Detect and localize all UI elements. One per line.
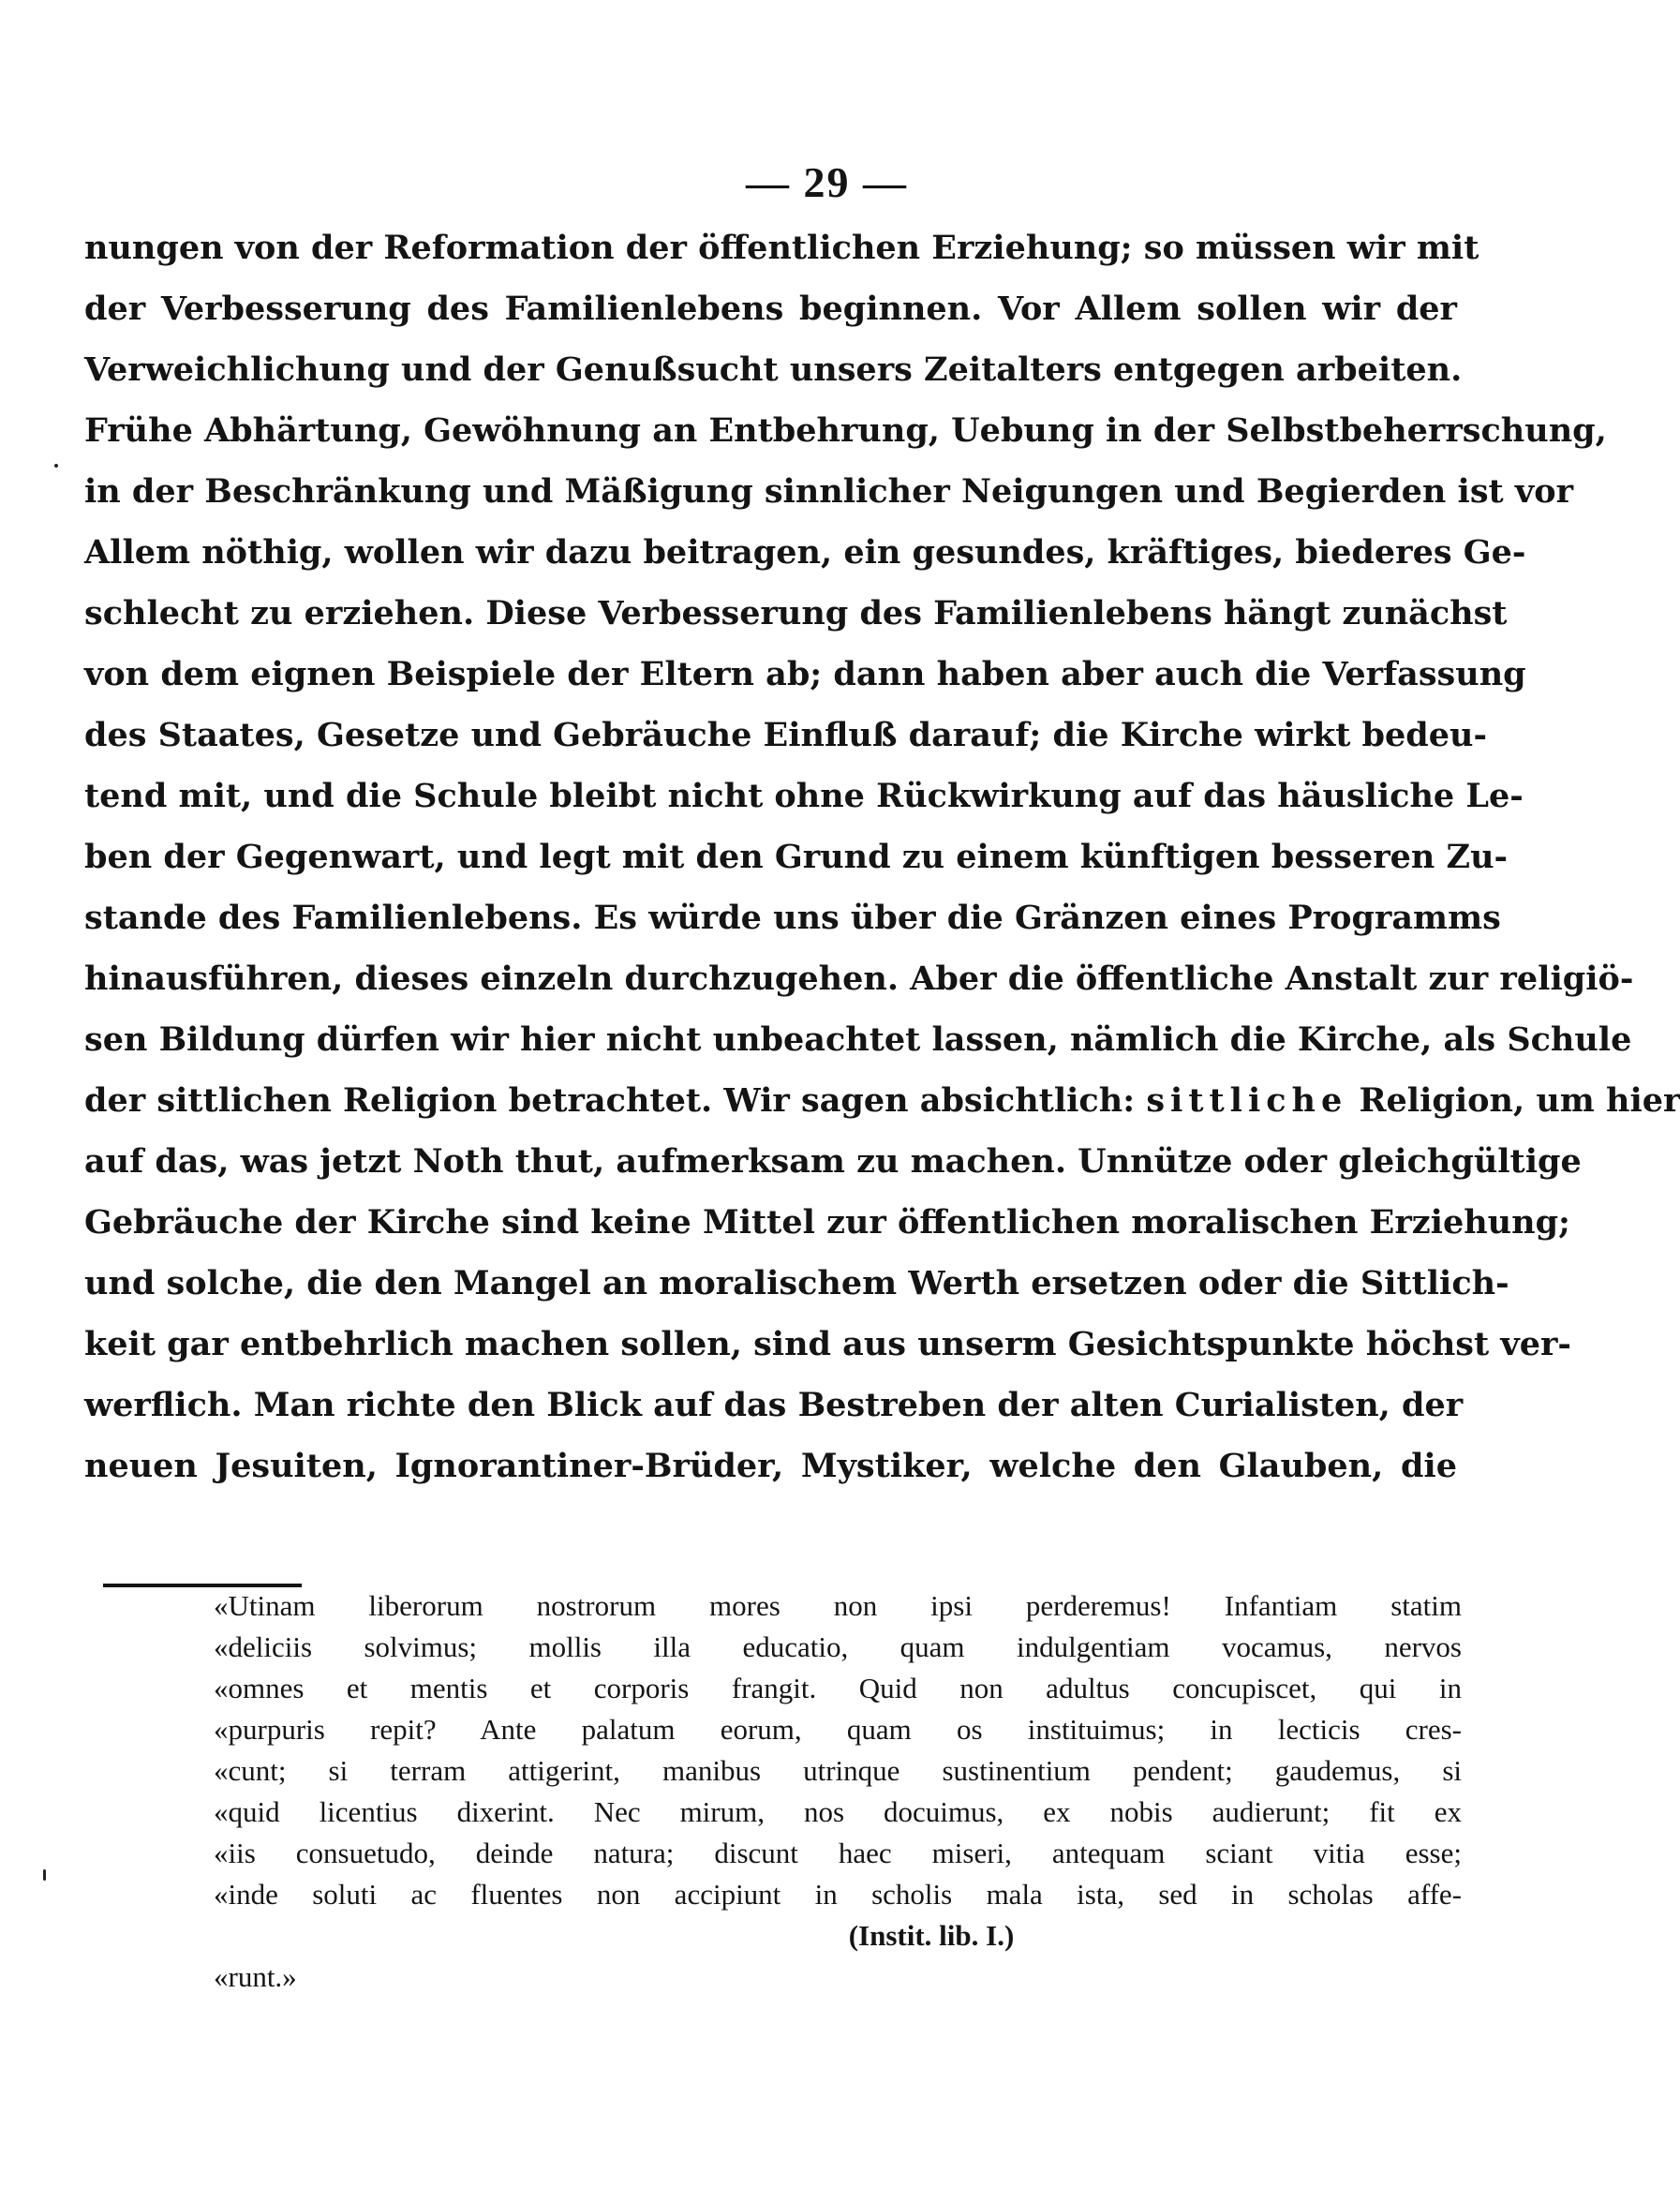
emphasis-word: sittliche xyxy=(1146,1081,1348,1120)
text-line: und solche, die den Mangel an moralischem Werth ersetzen oder die Sittlich- xyxy=(84,1264,1509,1302)
footnote-line: «purpuris repit? Ante palatum eorum, quam os instituimus; in lecticis cres- xyxy=(214,1713,1462,1746)
text-fragment: der sittlichen Religion betrachtet. Wir sagen absichtlich: xyxy=(84,1081,1136,1120)
margin-speck xyxy=(43,1869,46,1881)
text-line: des Staates, Gesetze und Gebräuche Einfluß darauf; die Kirche wirkt bedeu- xyxy=(84,716,1488,754)
text-line: der Verbesserung des Familienlebens beginnen. Vor Allem sollen wir der xyxy=(84,290,1457,328)
footnote-line: «iis consuetudo, deinde natura; discunt haec miseri, antequam sciant vitia esse; xyxy=(214,1837,1462,1869)
text-line: Allem nöthig, wollen wir dazu beitragen, ein gesundes, kräftiges, biederes Ge- xyxy=(84,533,1526,572)
footnote-line: «cunt; si terram attigerint, manibus utrinque sustinentium pendent; gaudemus, si xyxy=(214,1754,1462,1787)
footnote-line: «inde soluti ac fluentes non accipiunt in scholis mala ista, sed in scholas affe- xyxy=(214,1878,1462,1911)
text-line: Frühe Abhärtung, Gewöhnung an Entbehrung, Uebung in der Selbstbeherrschung, xyxy=(84,411,1607,450)
text-line: von dem eignen Beispiele der Eltern ab; dann haben aber auch die Verfassung xyxy=(84,655,1526,693)
text-line: keit gar entbehrlich machen sollen, sind aus unserm Gesichtspunkte höchst ver- xyxy=(84,1325,1571,1363)
footnote-line: «omnes et mentis et corporis frangit. Quid non adultus concupiscet, qui in xyxy=(214,1672,1462,1704)
text-line: nungen von der Reformation der öffentlichen Erziehung; so müssen wir mit xyxy=(84,229,1479,267)
margin-speck xyxy=(54,464,58,468)
text-line: sen Bildung dürfen wir hier nicht unbeachtet lassen, nämlich die Kirche, als Schule xyxy=(84,1020,1632,1059)
footnote-block xyxy=(214,1585,1462,1998)
footnote-citation: (Instit. lib. I.) xyxy=(848,1919,1015,1952)
text-line: stande des Familienlebens. Es würde uns über die Gränzen eines Programms xyxy=(84,899,1501,937)
text-line: werflich. Man richte den Blick auf das Bestreben der alten Curialisten, der xyxy=(84,1386,1464,1424)
text-line: ben der Gegenwart, und legt mit den Grund zu einem künftigen besseren Zu- xyxy=(84,838,1509,876)
footnote-line: «quid licentius dixerint. Nec mirum, nos docuimus, ex nobis audierunt; fit ex xyxy=(214,1795,1462,1828)
text-line-with-emphasis xyxy=(84,1070,1680,1131)
text-line: tend mit, und die Schule bleibt nicht ohne Rückwirkung auf das häusliche Le- xyxy=(84,777,1524,815)
text-fragment: Religion, um hier xyxy=(1359,1081,1680,1120)
footnote-line: «deliciis solvimus; mollis illa educatio, quam indulgentiam vocamus, nervos xyxy=(214,1630,1462,1663)
footnote-line: «runt.» xyxy=(214,1960,297,1993)
main-text-block xyxy=(84,217,1680,1496)
text-line: in der Beschränkung und Mäßigung sinnlicher Neigungen und Begierden ist vor xyxy=(84,472,1574,511)
text-line: hinausführen, dieses einzeln durchzugehen. Aber die öffentliche Anstalt zur religiö- xyxy=(84,960,1634,998)
page-number: — 29 — xyxy=(746,158,908,206)
text-line: Gebräuche der Kirche sind keine Mittel zur öffentlichen moralischen Erziehung; xyxy=(84,1203,1570,1242)
text-line: auf das, was jetzt Noth thut, aufmerksam zu machen. Unnütze oder gleichgültige xyxy=(84,1142,1582,1181)
text-line: neuen Jesuiten, Ignorantiner-Brüder, Mystiker, welche den Glauben, die xyxy=(84,1447,1457,1485)
text-line: Verweichlichung und der Genußsucht unsers Zeitalters entgegen arbeiten. xyxy=(84,350,1463,389)
footnote-line: «Utinam liberorum nostrorum mores non ipsi perderemus! Infantiam statim xyxy=(214,1589,1462,1622)
text-line: schlecht zu erziehen. Diese Verbesserung des Familienlebens hängt zunächst xyxy=(84,594,1508,632)
